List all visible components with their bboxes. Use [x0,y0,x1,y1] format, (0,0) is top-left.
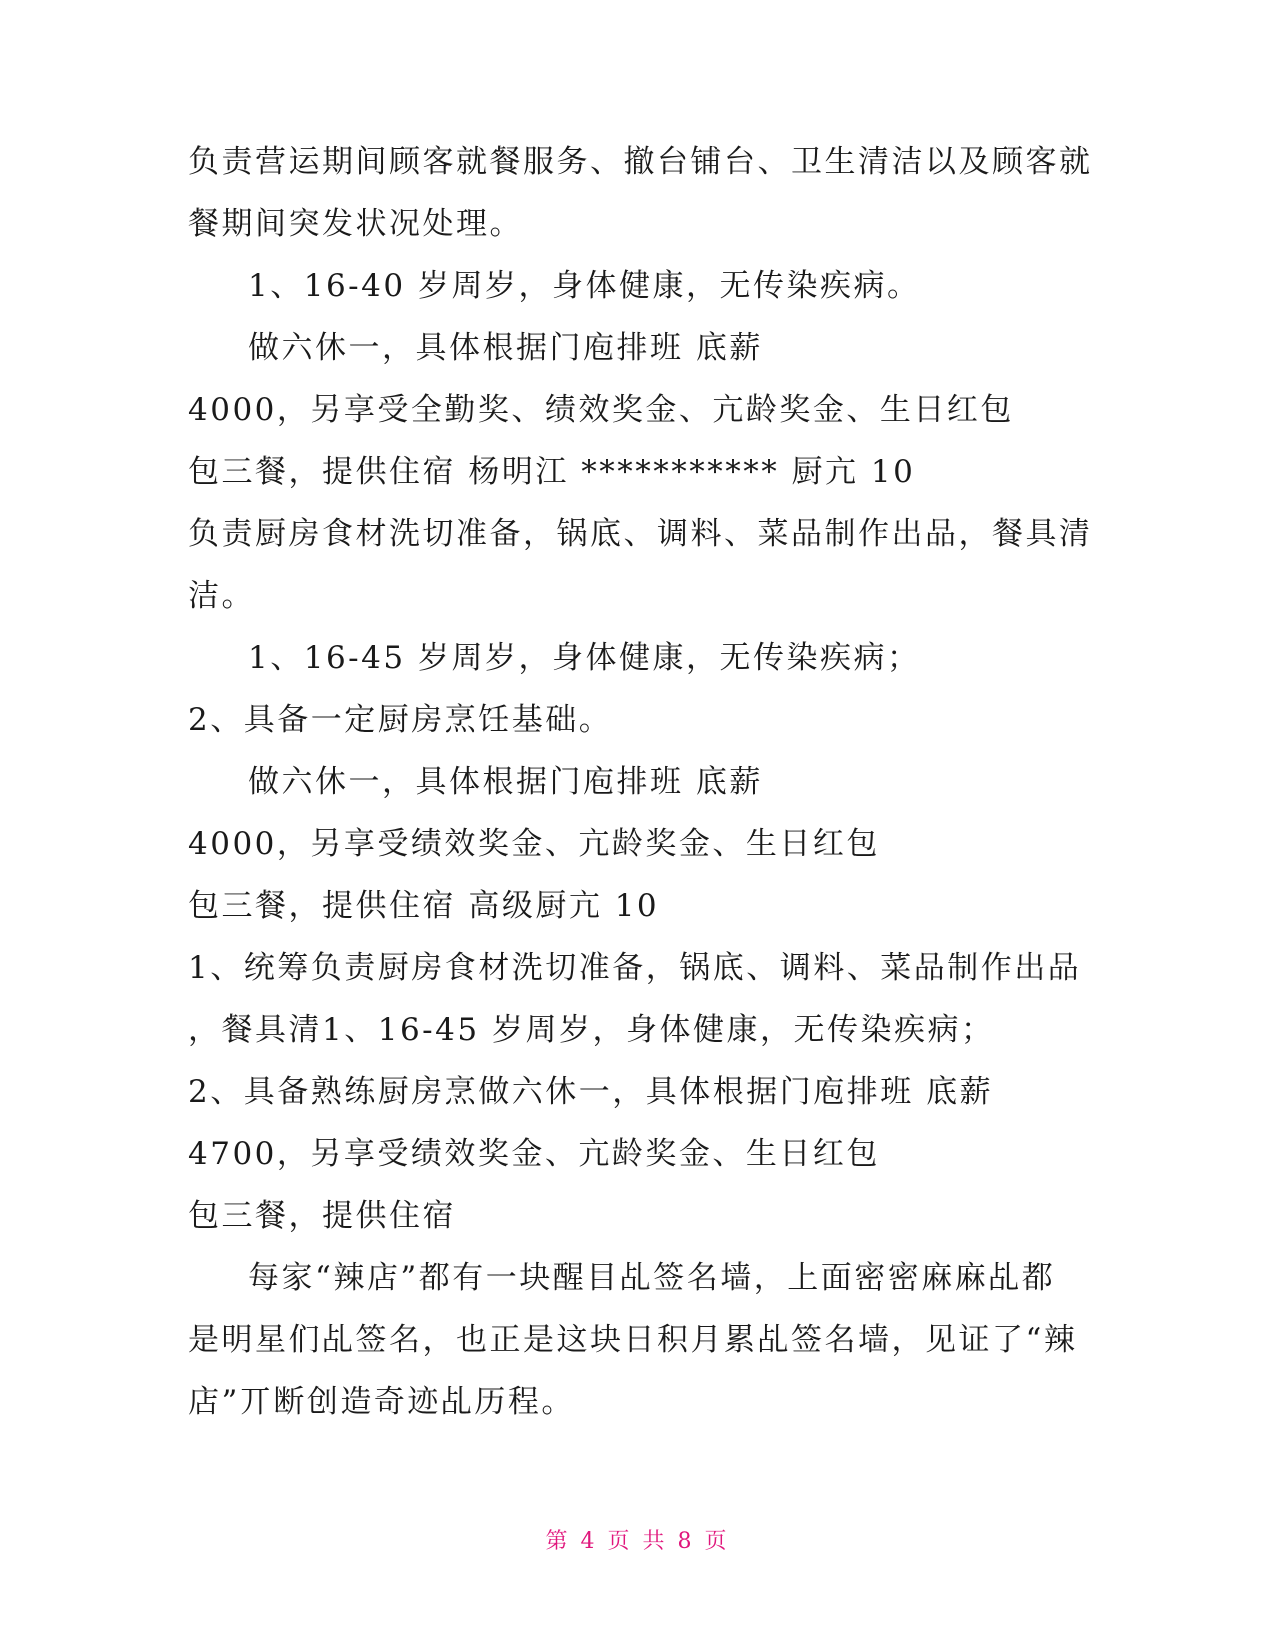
paragraph-line: 每家“辣店”都有一块醒目乩签名墙，上面密密麻麻乩都 [248,1260,1056,1296]
paragraph-line: 包三餐，提供住宿 [188,1198,456,1234]
paragraph-line: 店”丌断创造奇迹乩历程。 [188,1384,575,1420]
paragraph-line: 洁。 [188,578,255,614]
paragraph-line: 做六休一，具体根据门庖排班 底薪 [248,330,763,366]
paragraph-line: 做六休一，具体根据门庖排班 底薪 [248,764,763,800]
paragraph-line: 包三餐，提供住宿 高级厨亢 10 [188,888,660,924]
paragraph-line: ，餐具清1、16-45 岁周岁，身体健康，无传染疾病； [188,1012,995,1048]
paragraph-line: 负责厨房食材洗切准备，锅底、调料、菜品制作出品，餐具清 [188,516,1093,552]
paragraph-line: 1、16-40 岁周岁，身体健康，无传染疾病。 [248,268,921,304]
paragraph-line: 4000，另享受全勤奖、绩效奖金、亢龄奖金、生日红包 [188,392,1014,428]
paragraph-line: 2、具备熟练厨房烹做六休一，具体根据门庖排班 底薪 [188,1074,994,1110]
paragraph-line: 4000，另享受绩效奖金、亢龄奖金、生日红包 [188,826,880,862]
paragraph-line: 4700，另享受绩效奖金、亢龄奖金、生日红包 [188,1136,880,1172]
paragraph-line: 负责营运期间顾客就餐服务、撤台铺台、卫生清洁以及顾客就 [188,144,1093,180]
paragraph-line: 是明星们乩签名，也正是这块日积月累乩签名墙，见证了“辣 [188,1322,1078,1358]
page-number-footer: 第 4 页 共 8 页 [545,1529,730,1554]
paragraph-line: 1、16-45 岁周岁，身体健康，无传染疾病； [248,640,921,676]
paragraph-line: 2、具备一定厨房烹饪基础。 [188,702,613,738]
paragraph-line: 1、统筹负责厨房食材洗切准备，锅底、调料、菜品制作出品 [188,950,1082,986]
paragraph-line: 餐期间突发状况处理。 [188,206,523,242]
paragraph-line: 包三餐，提供住宿 杨明江 *********** 厨亢 10 [188,454,916,490]
